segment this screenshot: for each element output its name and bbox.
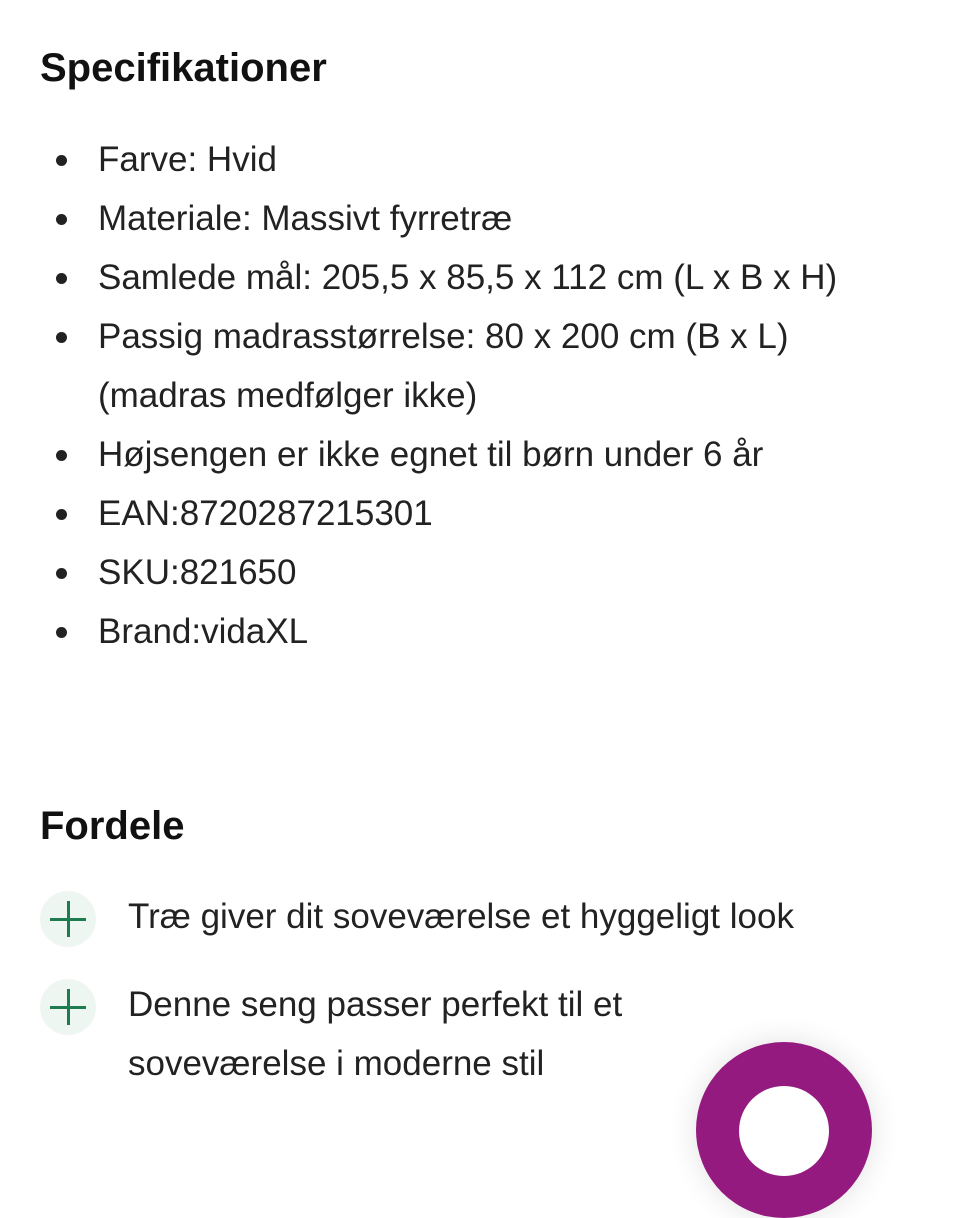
spec-item <box>0 484 900 543</box>
bullet-icon <box>56 155 67 166</box>
advantages-heading: Fordele <box>40 804 185 848</box>
plus-icon <box>40 891 96 947</box>
bullet-icon <box>56 273 67 284</box>
bullet-icon <box>56 332 67 343</box>
advantage-text: Træ giver dit soveværelse et hyggeligt look <box>128 897 794 936</box>
bullet-icon <box>56 450 67 461</box>
spec-text: EAN:8720287215301 <box>98 494 433 533</box>
spec-text: Brand:vidaXL <box>98 612 309 651</box>
specifications-heading: Specifikationer <box>40 46 327 90</box>
floating-chat-button[interactable] <box>696 1042 872 1218</box>
spec-item <box>0 425 900 484</box>
spec-item <box>0 248 900 307</box>
advantage-text: Denne seng passer perfekt til et soveværelse i moderne stil <box>128 985 623 1083</box>
plus-icon <box>40 979 96 1035</box>
bullet-icon <box>56 568 67 579</box>
spec-item <box>0 189 900 248</box>
spec-item <box>0 602 900 661</box>
spec-text: Passig madrasstørrelse: 80 x 200 cm (B x L) (madras medfølger ikke) <box>98 317 789 415</box>
ring-icon <box>739 1086 829 1176</box>
specifications-list <box>0 130 900 661</box>
spec-item <box>0 130 900 189</box>
spec-text: Farve: Hvid <box>98 140 277 179</box>
spec-text: SKU:821650 <box>98 553 297 592</box>
bullet-icon <box>56 214 67 225</box>
bullet-icon <box>56 509 67 520</box>
spec-text: Højsengen er ikke egnet til børn under 6 år <box>98 435 764 474</box>
spec-text: Materiale: Massivt fyrretræ <box>98 199 513 238</box>
spec-text: Samlede mål: 205,5 x 85,5 x 112 cm (L x B x H) <box>98 258 838 297</box>
bullet-icon <box>56 627 67 638</box>
spec-item <box>0 307 900 425</box>
spec-item <box>0 543 900 602</box>
